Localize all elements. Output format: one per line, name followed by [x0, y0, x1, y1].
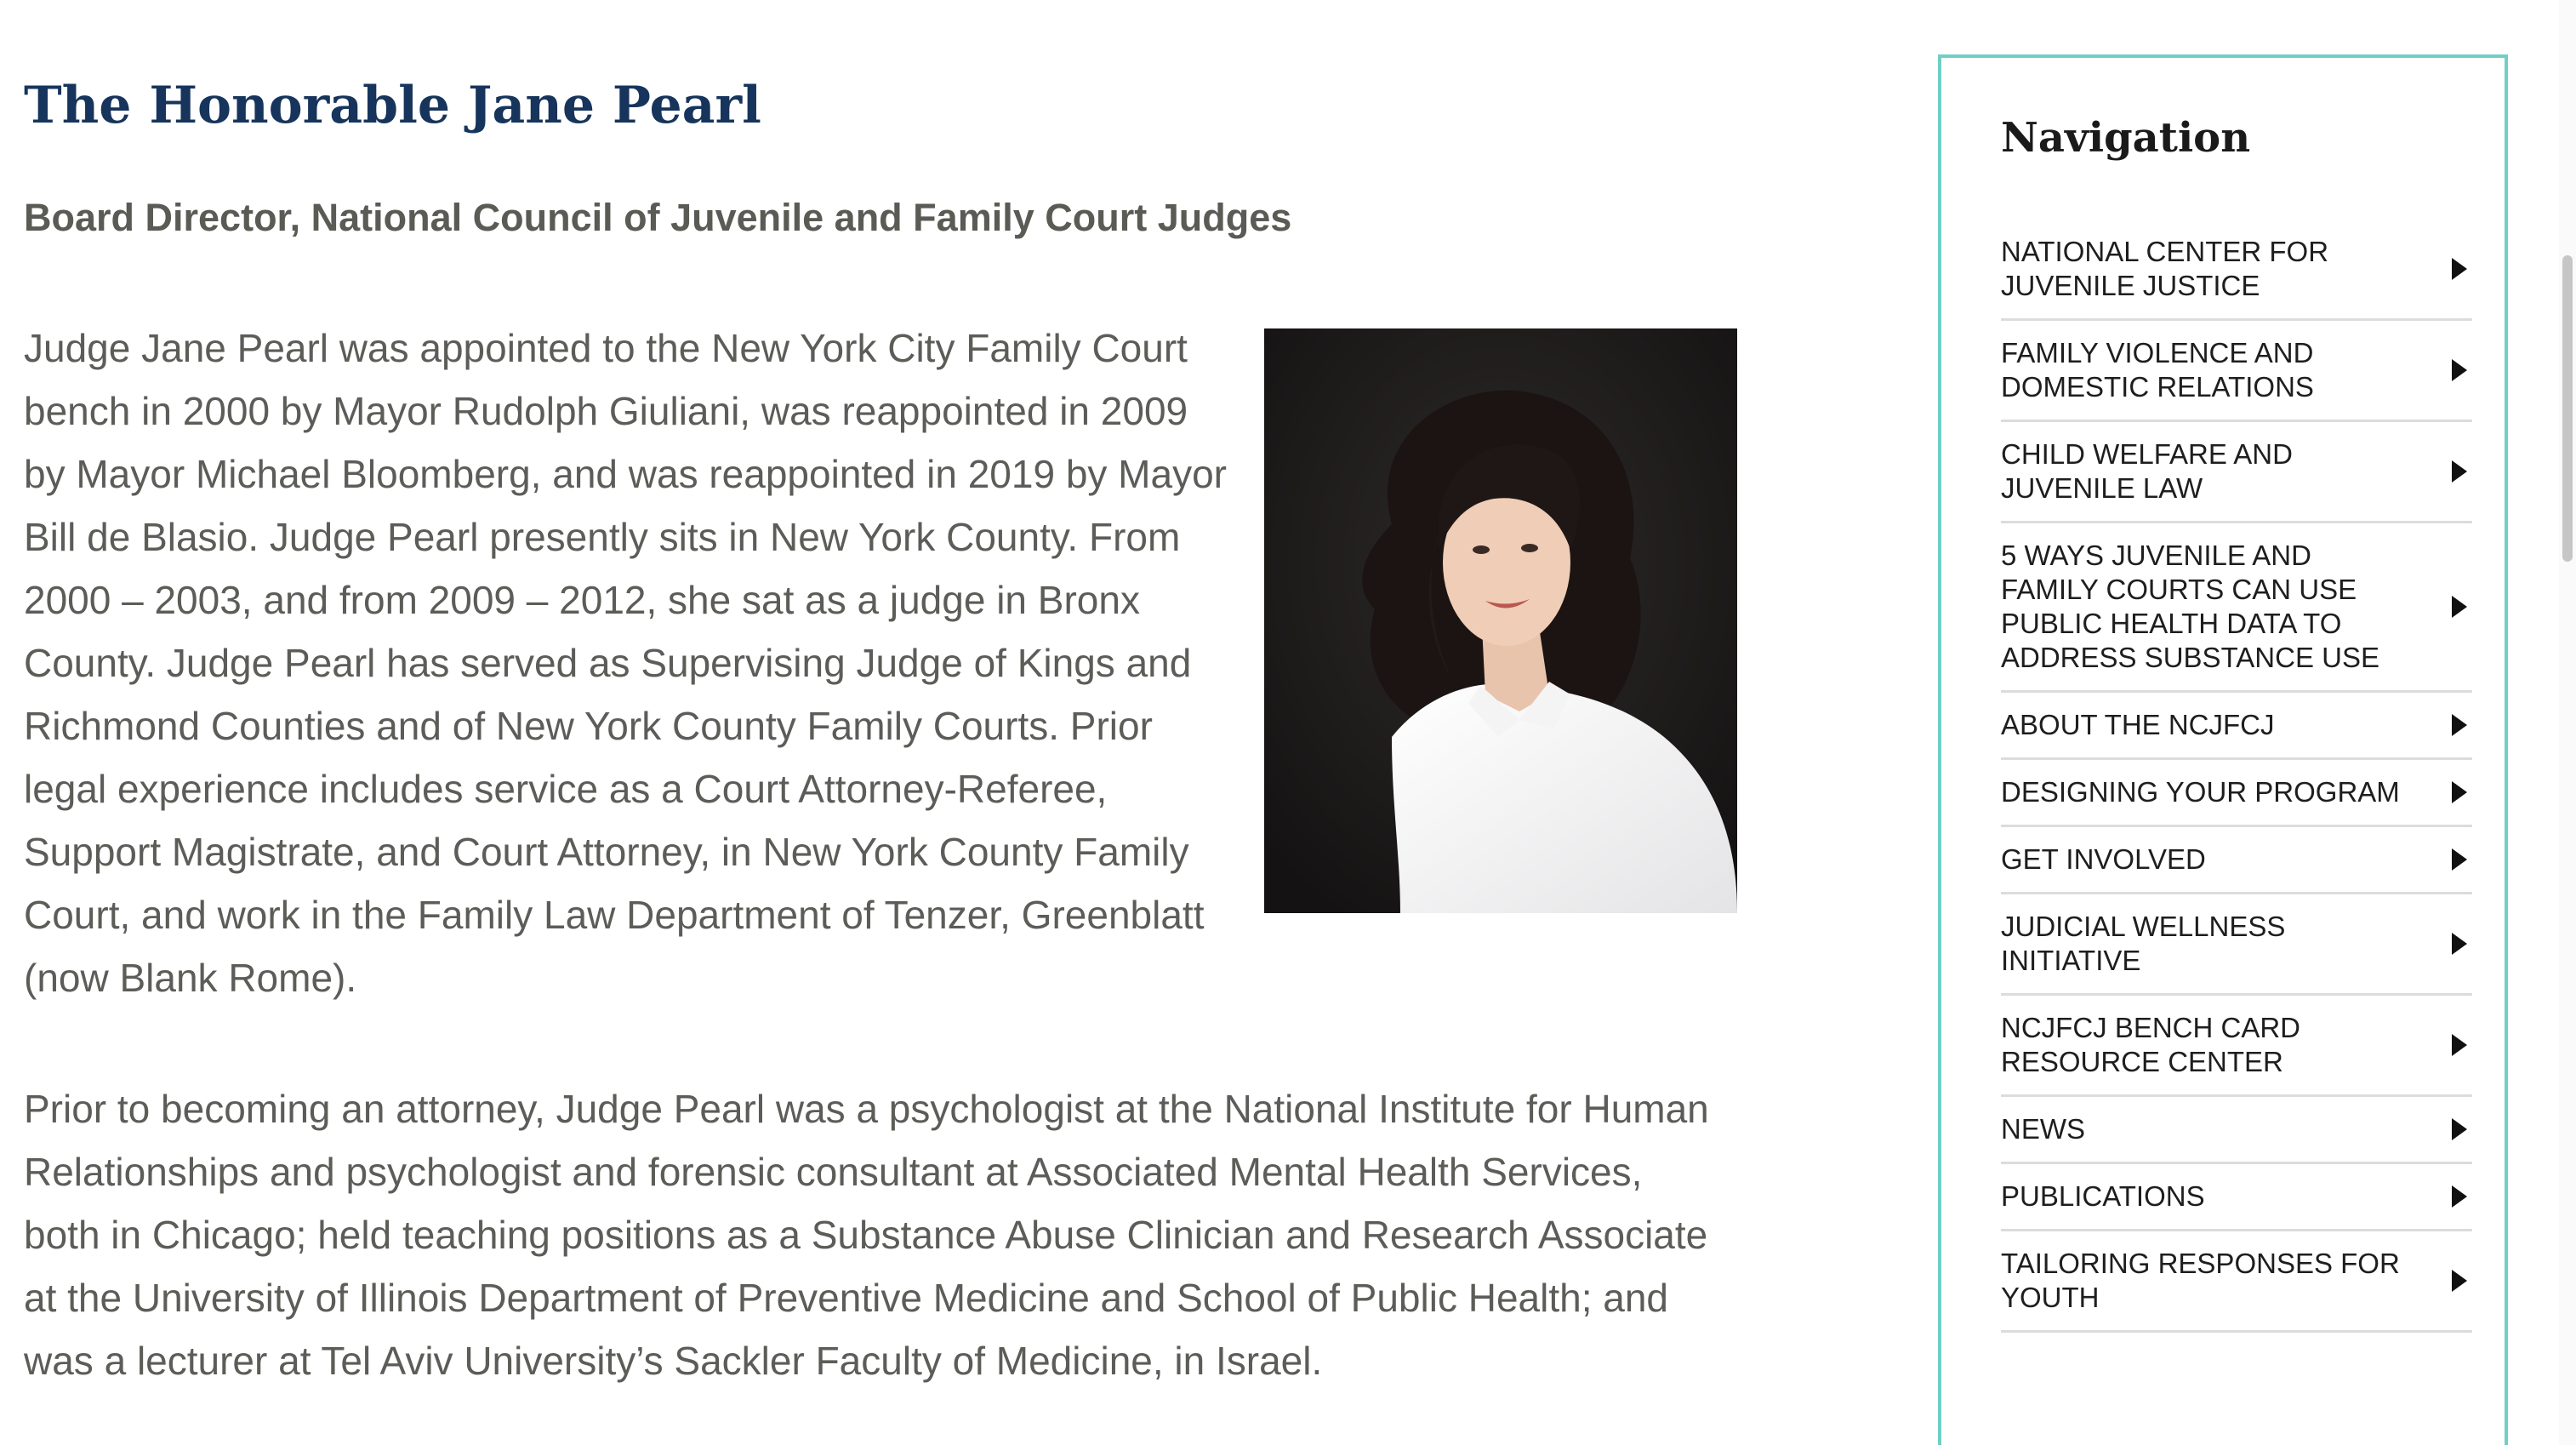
nav-item-label: CHILD WELFARE AND JUVENILE LAW — [2001, 438, 2293, 504]
expand-arrow-icon[interactable] — [2452, 1185, 2467, 1208]
expand-arrow-icon[interactable] — [2452, 460, 2467, 483]
page-scrollbar-thumb[interactable] — [2562, 255, 2573, 562]
expand-arrow-icon[interactable] — [2452, 1270, 2467, 1292]
expand-arrow-icon[interactable] — [2452, 596, 2467, 618]
expand-arrow-icon[interactable] — [2452, 258, 2467, 280]
nav-item-judicial-wellness[interactable] — [2001, 894, 2472, 996]
nav-item-label: DESIGNING YOUR PROGRAM — [2001, 776, 2400, 808]
expand-arrow-icon[interactable] — [2452, 359, 2467, 381]
nav-item-label: PUBLICATIONS — [2001, 1180, 2205, 1212]
nav-item-label: NEWS — [2001, 1113, 2085, 1145]
nav-item-publications[interactable] — [2001, 1164, 2472, 1231]
nav-item-about-ncjfcj[interactable] — [2001, 693, 2472, 760]
navigation-sidebar — [1938, 54, 2508, 1445]
bio-paragraph-1: Judge Jane Pearl was appointed to the New York City Family Court bench in 2000 by Mayor Rudolph Giuliani, was reappointed in 2009 by Mayor Michael Bloomberg, and was reappointed in 2019 by Mayor Bill de Blasio. Judge Pearl presently sits in New York County. From 2000 – 2003, and from 2009 – 2012, she sat as a judge in Bronx County. Judge Pearl has served as Supervising Judge of Kings and Richmond Counties and of New York County Family Courts. Prior legal experience includes service as a Court Attorney-Referee, Support Magistrate, and Court Attorney, in New York County Family Court, and work in the Family Law Department of Tenzer, Greenblatt (now Blank Rome). — [24, 326, 1227, 1000]
nav-item-national-center-for-juvenile-justice[interactable] — [2001, 220, 2472, 321]
expand-arrow-icon[interactable] — [2452, 714, 2467, 736]
nav-item-tailoring-responses[interactable] — [2001, 1231, 2472, 1333]
navigation-heading: Navigation — [2001, 114, 2251, 162]
navigation-list — [2001, 220, 2472, 1333]
nav-item-news[interactable] — [2001, 1097, 2472, 1164]
portrait-illustration — [1264, 328, 1737, 913]
nav-item-child-welfare[interactable] — [2001, 422, 2472, 523]
judge-portrait-photo — [1264, 328, 1737, 913]
nav-item-designing-your-program[interactable] — [2001, 760, 2472, 827]
nav-item-get-involved[interactable] — [2001, 827, 2472, 894]
page-title: The Honorable Jane Pearl — [24, 76, 761, 135]
expand-arrow-icon[interactable] — [2452, 1034, 2467, 1056]
nav-item-label: JUDICIAL WELLNESS INITIATIVE — [2001, 911, 2286, 976]
expand-arrow-icon[interactable] — [2452, 1118, 2467, 1140]
position-subtitle: Board Director, National Council of Juvenile and Family Court Judges — [24, 196, 1292, 239]
nav-item-label: NATIONAL CENTER FOR JUVENILE JUSTICE — [2001, 236, 2329, 301]
nav-item-family-violence[interactable] — [2001, 321, 2472, 422]
page-scrollbar-track[interactable] — [2559, 0, 2576, 1445]
expand-arrow-icon[interactable] — [2452, 848, 2467, 871]
nav-item-label: ABOUT THE NCJFCJ — [2001, 709, 2275, 740]
expand-arrow-icon[interactable] — [2452, 933, 2467, 955]
nav-item-label: 5 WAYS JUVENILE AND FAMILY COURTS CAN USE PUBLIC HEALTH DATA TO ADDRESS SUBSTANCE USE — [2001, 540, 2379, 673]
nav-item-bench-card-resource-center[interactable] — [2001, 996, 2472, 1097]
expand-arrow-icon[interactable] — [2452, 781, 2467, 803]
nav-item-label: GET INVOLVED — [2001, 843, 2206, 875]
nav-item-label: NCJFCJ BENCH CARD RESOURCE CENTER — [2001, 1012, 2301, 1077]
nav-item-label: TAILORING RESPONSES FOR YOUTH — [2001, 1248, 2400, 1313]
nav-item-label: FAMILY VIOLENCE AND DOMESTIC RELATIONS — [2001, 337, 2314, 403]
nav-item-public-health-data[interactable] — [2001, 523, 2472, 693]
bio-paragraph-2: Prior to becoming an attorney, Judge Pearl was a psychologist at the National Institute for Human Relationships and psychologist and forensic consultant at Associated Mental Health Services, both in Chicago; held teaching positions as a Substance Abuse Clinician and Research Associate at the University of Illinois Department of Preventive Medicine and School of Public Health; and was a lecturer at Tel Aviv University’s Sackler Faculty of Medicine, in Israel. — [24, 1087, 1709, 1383]
